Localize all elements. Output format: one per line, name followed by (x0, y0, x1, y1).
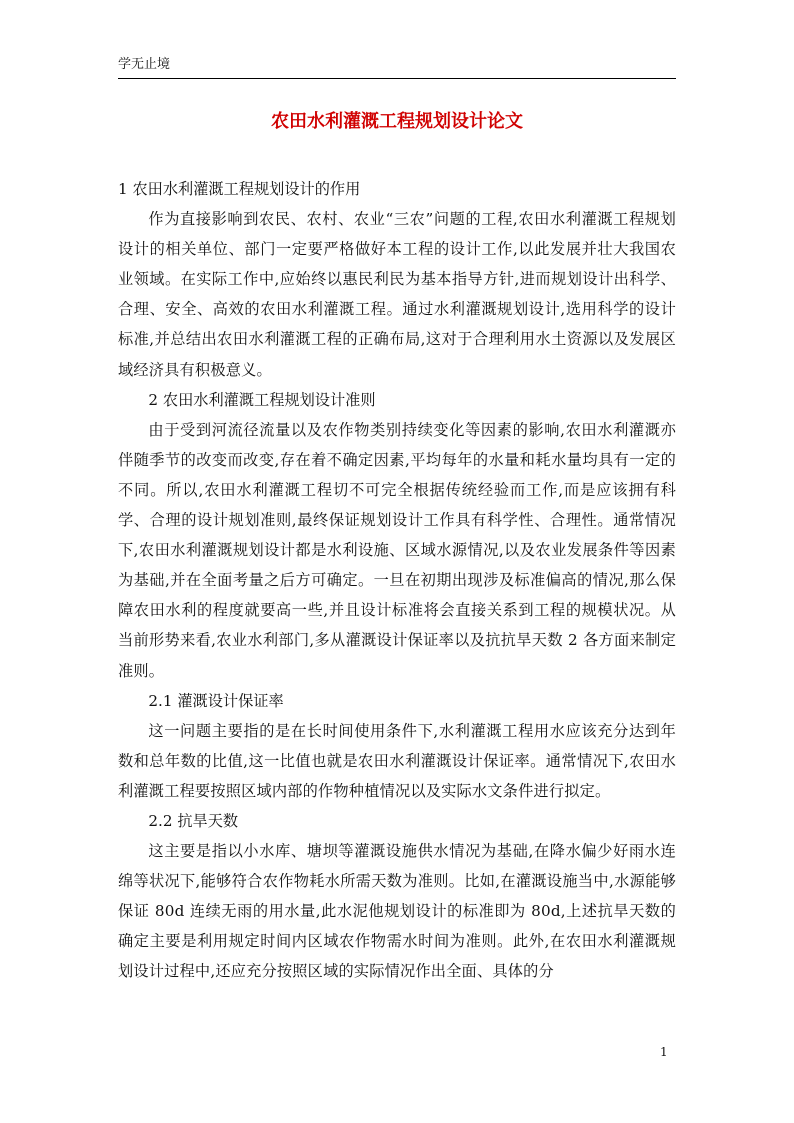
page-number: 1 (660, 1045, 668, 1059)
document-title: 农田水利灌溉工程规划设计论文 (271, 111, 523, 132)
paragraph-2: 由于受到河流径流量以及农作物类别持续变化等因素的影响,农田水利灌溉亦伴随季节的改变而改变,存在着不确定因素,平均每年的水量和耗水量均具有一定的不同。所以,农田水利灌溉工程切不可完全根据传统经验而工作,而是应该拥有科学、合理的设计规划准则,最终保证规划设计工作具有科学性、合理性。通常情况下,农田水利灌溉规划设计都是水利设施、区域水源情况,以及农业发展条件等因素为基础,并在全面考量之后方可确定。一旦在初期出现涉及标准偏高的情况,那么保障农田水利的程度就要高一些,并且设计标准将会直接关系到工程的规模状况。从当前形势来看,农业水利部门,多从灌溉设计保证率以及抗抗旱天数 2 各方面来制定准则。 (118, 420, 676, 680)
section-heading-2-2: 2.2 抗旱天数 (148, 811, 239, 830)
section-heading-1: 1 农田水利灌溉工程规划设计的作用 (118, 180, 361, 198)
paragraph-4: 这主要是指以小水库、塘坝等灌溉设施供水情况为基础,在降水偏少好雨水连绵等状况下,能够符合农作物耗水所需天数为准则。比如,在灌溉设施当中,水源能够保证 80d 连续无雨的用水量,此水泥他规划设计的标准即为 80d,上述抗旱天数的确定主要是利用规定时间内区域农作物需水时间为准则。此外,在农田水利灌溉规划设计过程中,还应充分按照区域的实际情况作出全面、具体的分 (118, 842, 676, 981)
header-divider (118, 78, 676, 79)
paragraph-1: 作为直接影响到农民、农村、农业“三农”问题的工程,农田水利灌溉工程规划设计的相关单位、部门一定要严格做好本工程的设计工作,以此发展并壮大我国农业领域。在实际工作中,应始终以惠民利民为基本指导方针,进而规划设计出科学、合理、安全、高效的农田水利灌溉工程。通过水利灌溉规划设计,选用科学的设计标准,并总结出农田水利灌溉工程的正确布局,这对于合理利用水土资源以及发展区域经济具有积极意义。 (118, 210, 676, 379)
paragraph-3: 这一问题主要指的是在长时间使用条件下,水利灌溉工程用水应该充分达到年数和总年数的比值,这一比值也就是农田水利灌溉设计保证率。通常情况下,农田水利灌溉工程要按照区域内部的作物种植情况以及实际水文条件进行拟定。 (118, 721, 676, 800)
section-heading-2-1: 2.1 灌溉设计保证率 (148, 691, 284, 710)
page-header: 学无止境 (118, 57, 171, 72)
section-heading-2: 2 农田水利灌溉工程规划设计准则 (148, 390, 376, 409)
document-body (118, 174, 676, 987)
